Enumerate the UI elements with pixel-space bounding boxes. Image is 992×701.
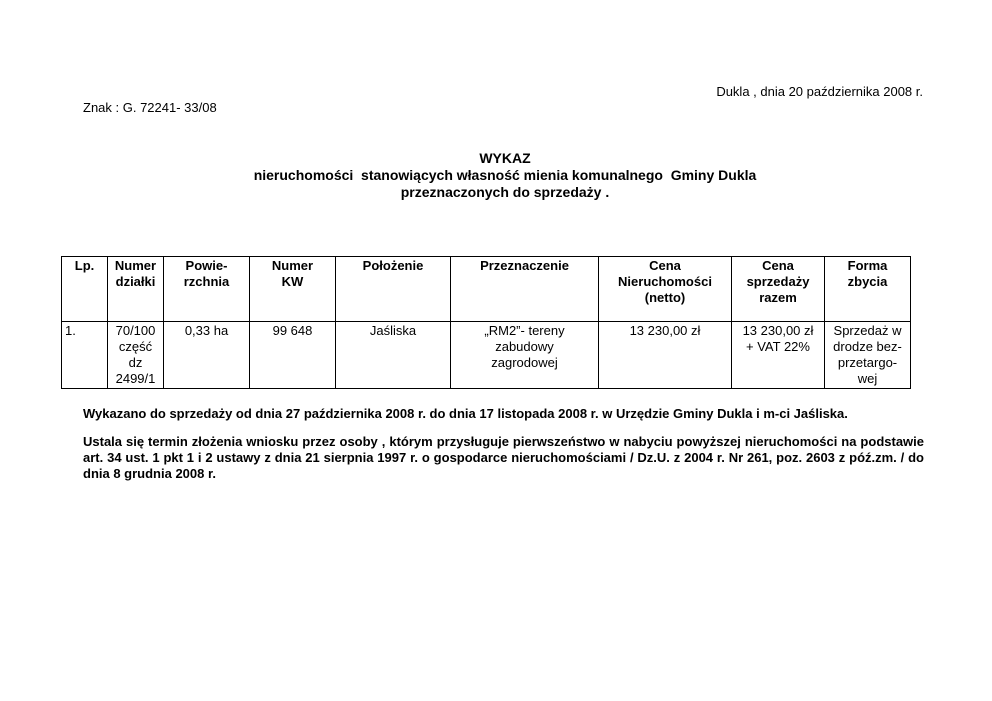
header-cena-netto: Cena Nieruchomości (netto) bbox=[599, 257, 732, 322]
title-line-2: nieruchomości stanowiących własność mienia komunalnego Gminy Dukla bbox=[253, 167, 757, 183]
property-table bbox=[61, 256, 911, 389]
cell-przeznaczenie: „RM2”- tereny zabudowy zagrodowej bbox=[451, 322, 599, 389]
title-line-3: przeznaczonych do sprzedaży . bbox=[400, 184, 610, 200]
cell-lp: 1. bbox=[62, 322, 108, 389]
notice-text bbox=[83, 406, 924, 494]
header-powierzchnia: Powie- rzchnia bbox=[164, 257, 250, 322]
cell-cena-netto: 13 230,00 zł bbox=[599, 322, 732, 389]
header-przeznaczenie: Przeznaczenie bbox=[451, 257, 599, 322]
notice-paragraph-1: Wykazano do sprzedaży od dnia 27 października 2008 r. do dnia 17 listopada 2008 r. w Urzędzie Gminy Dukla i m-ci Jaśliska. bbox=[83, 406, 848, 421]
cell-cena-razem: 13 230,00 zł + VAT 22% bbox=[732, 322, 825, 389]
header-numer-kw: Numer KW bbox=[250, 257, 336, 322]
cell-powierzchnia: 0,33 ha bbox=[164, 322, 250, 389]
notice-paragraph-2: Ustala się termin złożenia wniosku przez osoby , którym przysługuje pierwszeństwo w nabyciu powyższej nieruchomości na podstawie art. 34 ust. 1 pkt 1 i 2 ustawy z dnia 21 sierpnia 1997 r. o gospodarce nieruchomościami / Dz.U. z 2004 r. Nr 261, poz. 2603 z póź.zm. / do dnia 8 grudnia 2008 r. bbox=[83, 434, 924, 481]
cell-numer-kw: 99 648 bbox=[250, 322, 336, 389]
table-row bbox=[62, 322, 911, 389]
table-header-row bbox=[62, 257, 911, 322]
title-line-1: WYKAZ bbox=[479, 150, 531, 166]
document-title bbox=[0, 150, 992, 201]
cell-polozenie: Jaśliska bbox=[336, 322, 451, 389]
header-cena-razem: Cena sprzedaży razem bbox=[732, 257, 825, 322]
header-numer-dzialki: Numer działki bbox=[108, 257, 164, 322]
cell-numer-dzialki: 70/100 część dz 2499/1 bbox=[108, 322, 164, 389]
document-reference: Znak : G. 72241- 33/08 bbox=[83, 100, 217, 115]
header-lp: Lp. bbox=[62, 257, 108, 322]
header-forma-zbycia: Forma zbycia bbox=[825, 257, 911, 322]
document-date: Dukla , dnia 20 października 2008 r. bbox=[716, 84, 923, 99]
cell-forma-zbycia: Sprzedaż w drodze bez- przetargo- wej bbox=[825, 322, 911, 389]
header-polozenie: Położenie bbox=[336, 257, 451, 322]
